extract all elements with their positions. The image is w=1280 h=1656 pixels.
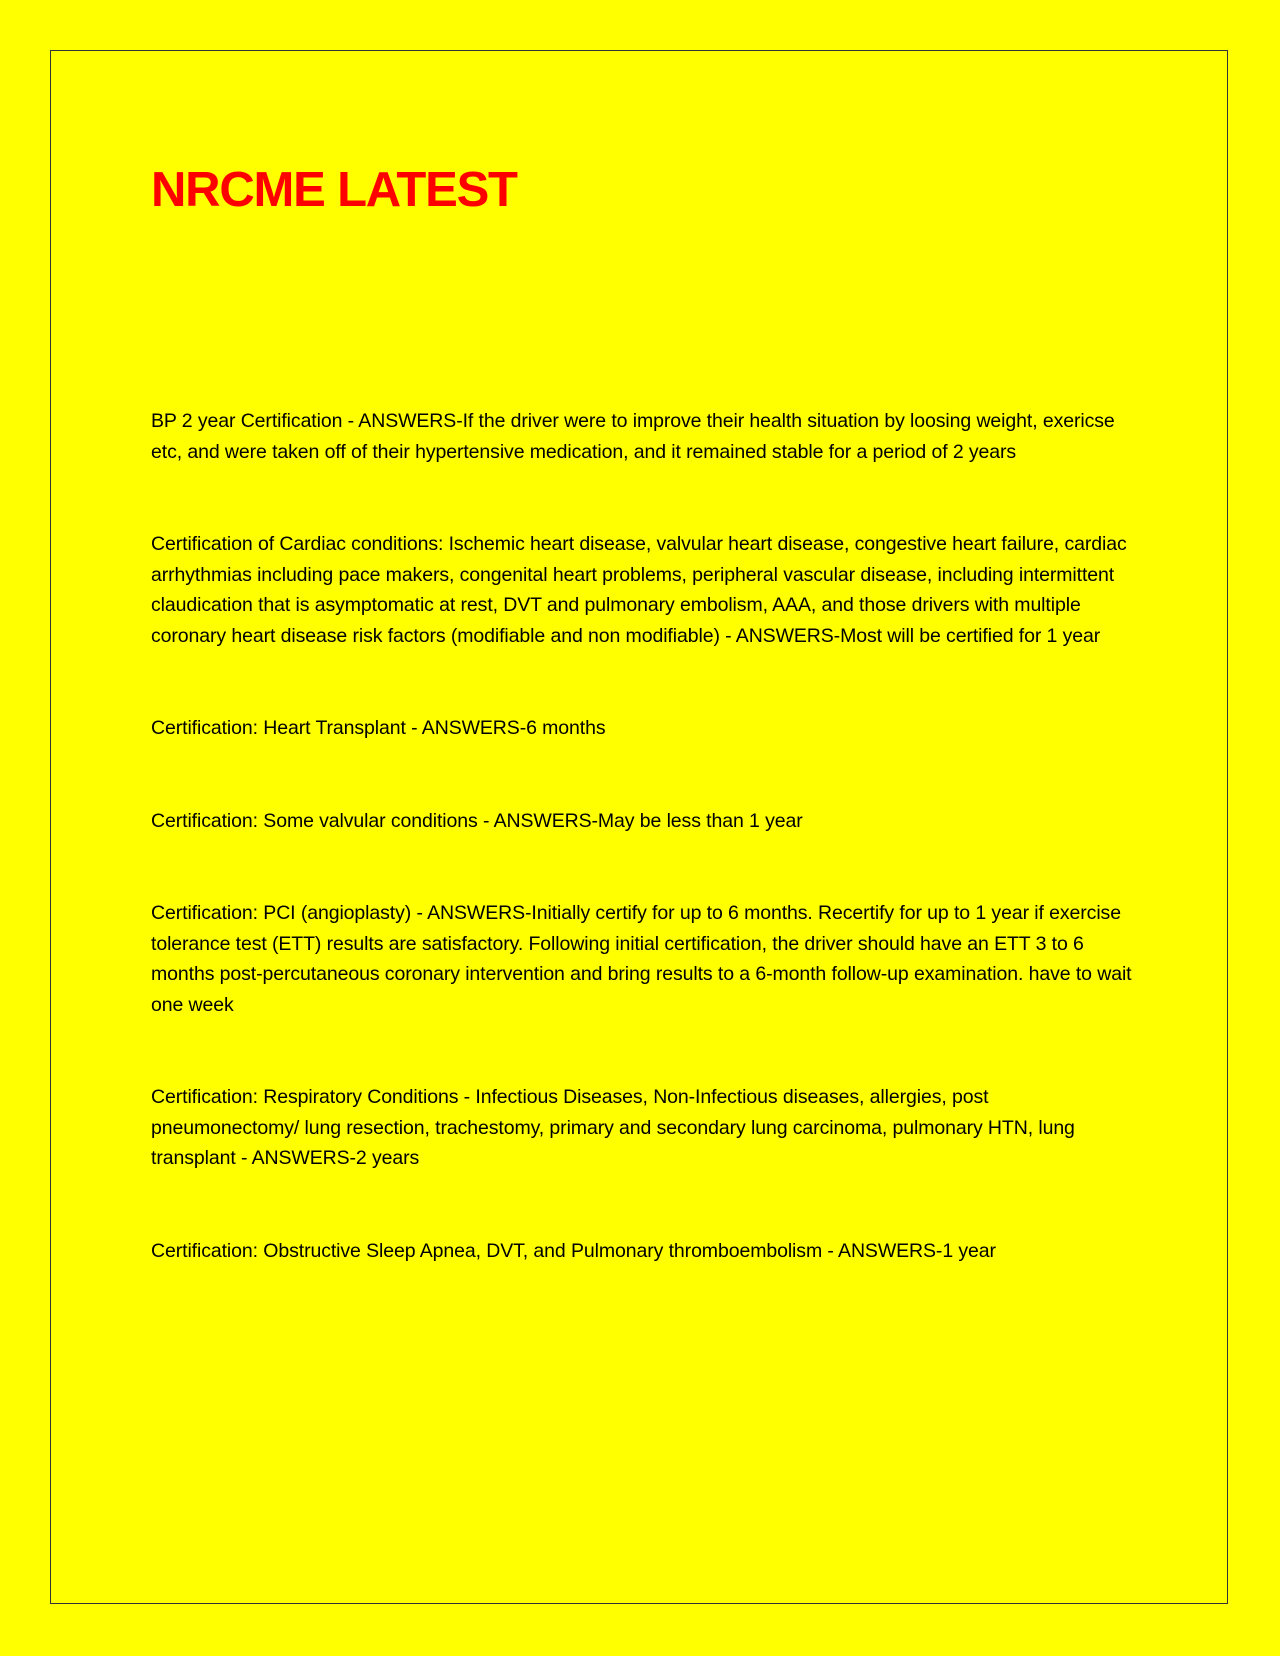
qa-entry-valvular-conditions: Certification: Some valvular conditions - ANSWERS-May be less than 1 year (151, 809, 803, 832)
qa-entry-cardiac-conditions: Certification of Cardiac conditions: Ischemic heart disease, valvular heart disease, congestive heart failure, cardiac arrhythmias including pace makers, congenital heart problems, peripheral vascular disease, including intermittent claudication that is asymptomatic at rest, DVT and pulmonary embolism, AAA, and those drivers with multiple coronary heart disease risk factors (modifiable and non modifiable) - ANSWERS-Most will be certified for 1 year (151, 533, 1127, 647)
qa-entry-bp-certification: BP 2 year Certification - ANSWERS-If the driver were to improve their health situation by loosing weight, exericse etc, and were taken off of their hypertensive medication, and it remained stable for a period of 2 years (151, 410, 1115, 463)
document-title: NRCME LATEST (151, 163, 517, 217)
qa-entry-respiratory-conditions: Certification: Respiratory Conditions - Infectious Diseases, Non-Infectious diseases, allergies, post pneumonectomy/ lung resection, trachestomy, primary and secondary lung carcinoma, pulmonary HTN, lung transplant - ANSWERS-2 years (151, 1086, 1075, 1169)
document-content (151, 150, 1141, 1328)
qa-entry-pci-angioplasty: Certification: PCI (angioplasty) - ANSWERS-Initially certify for up to 6 months. Recertify for up to 1 year if exercise tolerance test (ETT) results are satisfactory. Following initial certification, the driver should have an ETT 3 to 6 months post-percutaneous coronary intervention and bring results to a 6-month follow-up examination. have to wait one week (151, 902, 1132, 1016)
qa-entries (151, 406, 1141, 1266)
qa-entry-heart-transplant: Certification: Heart Transplant - ANSWERS-6 months (151, 717, 606, 739)
qa-entry-sleep-apnea: Certification: Obstructive Sleep Apnea, DVT, and Pulmonary thromboembolism - ANSWERS-1 year (151, 1239, 996, 1262)
